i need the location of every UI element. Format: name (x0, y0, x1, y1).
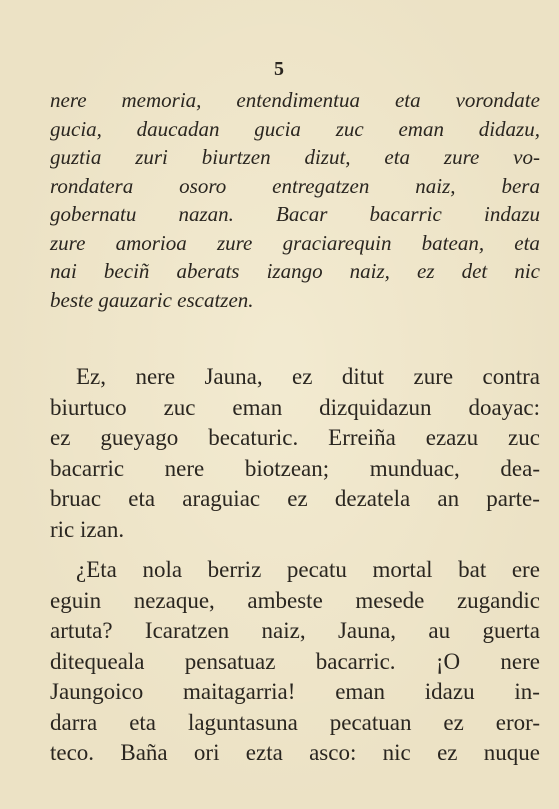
italic-prayer-passage (50, 86, 540, 314)
page-number: 5 (274, 58, 285, 80)
text-line: rondatera osoro entregatzen naiz, bera (50, 173, 540, 198)
text-line: Jaungoico maitagarria! eman idazu in- (50, 679, 540, 704)
text-line: nere memoria, entendimentua eta vorondate (50, 88, 540, 112)
paragraph-2 (50, 555, 540, 769)
text-line: gucia, daucadan gucia zuc eman didazu, (50, 116, 540, 141)
text-line: ditequeala pensatuaz bacarric. ¡O nere (50, 648, 540, 674)
text-line: ¿Eta nola berriz pecatu mortal bat ere (76, 557, 540, 582)
paragraph-1 (50, 362, 540, 545)
text-line: artuta? Icaratzen naiz, Jauna, au guerta (50, 618, 540, 643)
text-line: eguin nezaque, ambeste mesede zugandic (50, 587, 540, 613)
body-text (50, 362, 540, 769)
text-line: guztia zuri biurtzen dizut, eta zure vo- (50, 145, 540, 169)
text-line: ric izan. (50, 516, 125, 542)
text-line: bacarric nere biotzean; munduac, dea- (50, 455, 540, 481)
text-line: bruac eta araguiac ez dezatela an parte- (50, 486, 540, 511)
text-line: darra eta laguntasuna pecatuan ez eror- (50, 709, 540, 735)
text-line: Ez, nere Jauna, ez ditut zure contra (76, 364, 540, 389)
text-line: zure amorioa zure graciarequin batean, eta (50, 230, 540, 255)
text-line: gobernatu nazan. Bacar bacarric indazu (50, 202, 540, 226)
text-line: biurtuco zuc eman dizquidazun doayac: (50, 394, 540, 420)
text-line: ez gueyago becaturic. Erreiña ezazu zuc (50, 425, 540, 450)
text-line: teco. Baña ori ezta asco: nic ez nuque (50, 740, 540, 765)
text-line: nai beciñ aberats izango naiz, ez det nic (50, 259, 540, 283)
text-line: beste gauzaric escatzen. (50, 287, 254, 312)
